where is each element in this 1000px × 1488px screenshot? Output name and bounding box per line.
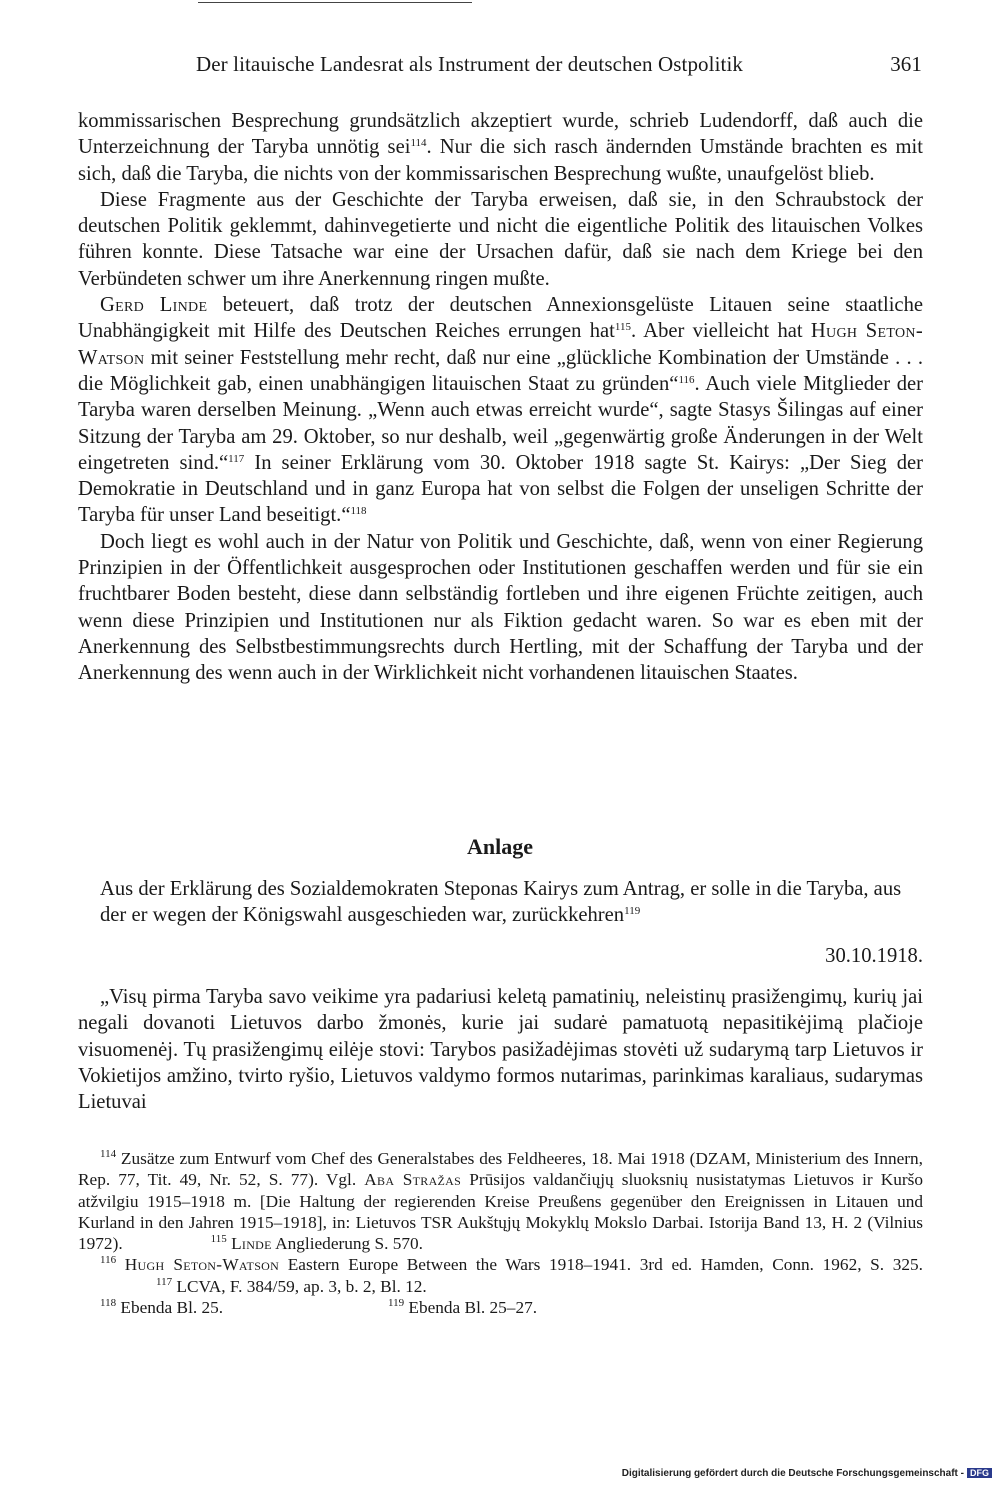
footnote-ref-114[interactable]: 114 bbox=[410, 137, 427, 150]
paragraph-4: Doch liegt es wohl auch in der Natur von Politik und Geschichte, daß, wenn von einer Regierung Prinzipien in der Öffentlichkeit ausgesprochen oder Institutionen geschaffen werden und für sie ein fruchtbarer Boden besteht, diese dann selbständig fortleben und ihre eigenen Früchte zeitigen, auch wenn diese Prinzipien und Institutionen nur als Fiktion gedacht waren. So war es eben mit der Anerkennung des Selbstbestimmungsrechts durch Hertling, mit der Schaffung der Taryba und der Anerkennung des wenn auch in der Wirklichkeit nicht vorhandenen litauischen Staates. bbox=[78, 530, 923, 685]
funding-footer bbox=[622, 1468, 992, 1479]
paragraph-1: kommissarischen Besprechung grundsätzlich akzeptiert wurde, schrieb Ludendorff, daß auch die Unterzeichnung der Taryba unnötig sei$^{114}$. Nur die sich rasch ändernden Umstände brachten es mit sich, daß die Taryba, die nichts von der kommissarischen Besprechung wußte, unaufgelöst blieb. bbox=[78, 110, 923, 185]
appendix-heading: Anlage bbox=[467, 834, 533, 859]
footnote-ref-119[interactable]: 119 bbox=[624, 905, 641, 918]
footnote-ref-117[interactable]: 117 bbox=[228, 452, 245, 465]
footnote-row-118-119 bbox=[78, 1297, 923, 1318]
footnote-117: $^{117}$ LCVA, F. 384/59, ap. 3, b. 2, Bl. 12. bbox=[156, 1275, 427, 1296]
footnote-ref-118[interactable]: 118 bbox=[350, 505, 367, 518]
running-title: Der litauische Landesrat als Instrument der deutschen Ostpolitik bbox=[196, 52, 743, 76]
footnote-118: $^{118}$ Ebenda Bl. 25. bbox=[100, 1297, 224, 1318]
footnotes bbox=[78, 1148, 923, 1318]
footnote-116: $^{116}$ Hugh Seton-Watson Eastern Europe Between the Wars 1918–1941. 3rd ed. Hamden, Conn. 1962, S. 325.$^{117}$ LCVA, F. 384/59, ap. 3, b. 2, Bl. 12. bbox=[100, 1254, 923, 1296]
page-number: 361 bbox=[890, 52, 922, 76]
appendix-intro: Aus der Erklärung des Sozialdemokraten Steponas Kairys zum Antrag, er solle in die Taryba, aus der er wegen der Königswahl ausgeschieden war, zurückkehren$^{119}$ bbox=[100, 878, 902, 927]
body-text bbox=[78, 108, 923, 687]
footnote-114: $^{114}$ Zusätze zum Entwurf vom Chef des Generalstabes des Feldheeres, 18. Mai 1918 (DZAM, Ministerium des Innern, Rep. 77, Tit. 49, Nr. 52, S. 77). Vgl. Aba Stražas Prūsijos valdančiųjų sluoksnių nusistatymas Lietuvos ir Kuršo atžvilgiu 1915–1918 m. [Die Haltung der regierenden Kreise Preußens gegenüber den Ereignissen in Litauen und Kurland in den Jahren 1915–1918], in: Lietuvos TSR Aukštųjų Mokyklų Mokslo Darbai. Istorija Band 13, H. 2 (Vilnius 1972). $^{115}$ Linde Angliederung S. 570. bbox=[78, 1148, 923, 1254]
paragraph-2: Diese Fragmente aus der Geschichte der Taryba erweisen, daß sie, in den Schraubstock der deutschen Politik geklemmt, dahinvegetierte und nicht die eigentliche Politik des litauischen Volkes führen konnte. Diese Tatsache war eine der Ursachen dafür, daß sie nach dem Kriege bei den Verbündeten schwer um ihre Anerkennung ringen mußte. bbox=[78, 188, 923, 290]
footnote-119: $^{119}$ Ebenda Bl. 25–27. bbox=[388, 1297, 538, 1318]
footnote-ref-115[interactable]: 115 bbox=[614, 321, 631, 334]
funding-note: Digitalisierung gefördert durch die Deutsche Forschungsgemeinschaft - bbox=[621, 1468, 964, 1479]
author-name-seton-watson: Hugh Seton-Watson bbox=[78, 320, 923, 369]
dfg-logo: DFG bbox=[967, 1468, 992, 1478]
paragraph-3: Gerd Linde beteuert, daß trotz der deutschen Annexionsgelüste Litauen seine staatliche Unabhängigkeit mit Hilfe des Deutschen Reiches errungen hat$^{115}$. Aber vielleicht hat Hugh Seton-Watson mit seiner Feststellung mehr recht, daß nur eine „glückliche Kombination der Umstände . . . die Möglichkeit gab, einen unabhängigen litauischen Staat zu gründen“$^{116}$. Auch viele Mitglieder der Taryba waren derselben Meinung. „Wenn auch etwas erreicht wurde“, sagte Stasys Šilingas auf einer Sitzung der Taryba am 29. Oktober, so nur deshalb, weil „gegenwärtig große Änderungen in der Welt eingetreten sind.“$^{117}$ In seiner Erklärung vom 30. Oktober 1918 sagte St. Kairys: „Der Sieg der Demokratie in Deutschland und in ganz Europa hat von selbst die Folgen der unseligen Schritte der Taryba für unser Land beseitigt.“$^{118}$ bbox=[78, 294, 924, 527]
appendix-date: 30.10.1918. bbox=[825, 945, 923, 967]
appendix-quote: „Visų pirma Taryba savo veikime yra padariusi keletą pamatinių, neleistinų prasižengimų, kurių jai negali dovanoti Lietuvos darbo žmonės, kurie jai sudarė pamatuotą nepasitikėjimą plačioje visuomenėj. Tų prasižengimų eilėje stovi: Tarybos pasižadėjimas stovėti už sudarymą tarp Lietuvos ir Vokietijos amžino, tvirto ryšio, Lietuvos valdymo formos nutarimas, parinkimas karaliaus, sudarymas Lietuvai bbox=[78, 986, 923, 1114]
author-name-linde: Gerd Linde bbox=[100, 294, 208, 317]
footnote-ref-116[interactable]: 116 bbox=[678, 373, 695, 386]
top-rule bbox=[198, 2, 472, 3]
footnote-115: $^{115}$ Linde Angliederung S. 570. bbox=[210, 1233, 423, 1254]
